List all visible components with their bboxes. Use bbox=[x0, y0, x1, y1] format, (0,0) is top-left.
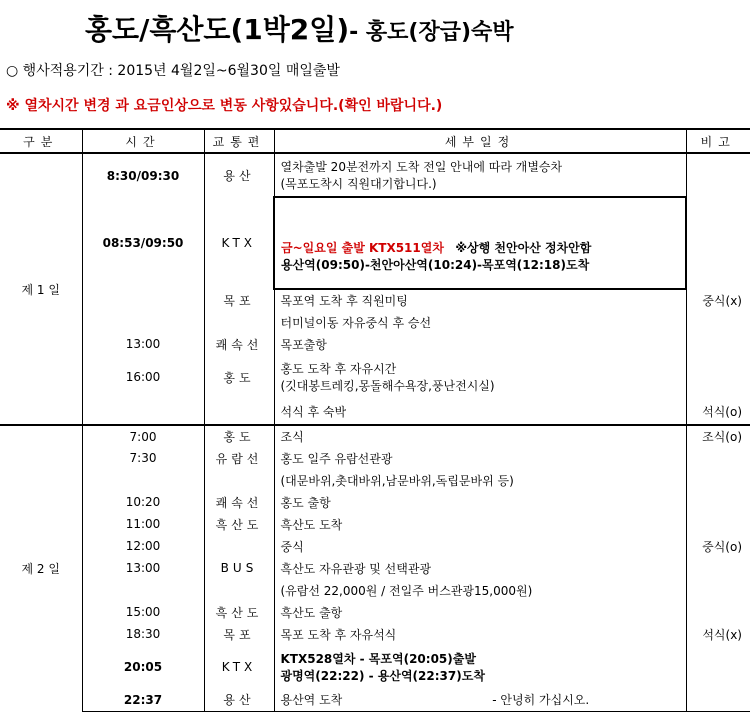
page-title bbox=[85, 8, 514, 48]
row-time: 15:00 bbox=[82, 601, 204, 623]
table-row bbox=[0, 153, 750, 197]
row-detail: 흑산도 출항 bbox=[280, 605, 343, 620]
row-note bbox=[686, 579, 750, 601]
header-transport: 교통편 bbox=[204, 129, 274, 153]
row-transport: 쾌속선 bbox=[204, 333, 274, 355]
header-time: 시간 bbox=[82, 129, 204, 153]
row-transport: 홍도 bbox=[204, 355, 274, 399]
detail-line: 홍도 도착 후 자유시간 bbox=[280, 362, 397, 376]
table-row bbox=[0, 469, 750, 491]
row-note bbox=[686, 513, 750, 535]
row-transport: 홍도 bbox=[204, 425, 274, 447]
table-row bbox=[0, 491, 750, 513]
row-note bbox=[686, 333, 750, 355]
table-row bbox=[0, 447, 750, 469]
row-transport: 용산 bbox=[204, 153, 274, 197]
row-note: 중식(o) bbox=[686, 535, 750, 557]
row-transport: 쾌속선 bbox=[204, 491, 274, 513]
row-transport bbox=[204, 579, 274, 601]
detail-line: 용산역(09:50)-천안아산역(10:24)-목포역(12:18)도착 bbox=[281, 258, 590, 272]
row-detail bbox=[274, 689, 686, 711]
table-row bbox=[0, 579, 750, 601]
table-row bbox=[0, 425, 750, 447]
table-row bbox=[0, 289, 750, 311]
row-note: 석식(x) bbox=[686, 623, 750, 645]
row-detail: 터미널이동 자유중식 후 승선 bbox=[280, 315, 432, 330]
row-detail: 석식 후 숙박 bbox=[280, 405, 347, 419]
row-detail: 목포역 도착 후 직원미팅 bbox=[280, 294, 408, 308]
row-time: 13:00 bbox=[82, 557, 204, 579]
title-main: 홍도/흑산도(1박2일) bbox=[85, 13, 350, 46]
table-row bbox=[0, 399, 750, 425]
period-line: ○ 행사적용기간 : 2015년 4월2일~6월30일 매일출발 bbox=[6, 63, 340, 79]
day2-label: 제 2 일 bbox=[0, 425, 82, 711]
row-detail: 홍도 일주 유람선관광 bbox=[280, 451, 393, 466]
detail-line: 열차출발 20분전까지 도착 전일 안내에 따라 개별승차 bbox=[280, 160, 563, 174]
detail-line: ※상행 천안아산 정차안함 bbox=[455, 241, 592, 255]
header-note: 비고 bbox=[686, 129, 750, 153]
row-note bbox=[686, 689, 750, 711]
row-note bbox=[686, 469, 750, 491]
row-note: 중식(x) bbox=[686, 289, 750, 311]
detail-line: 광명역(22:22) - 용산역(22:37)도착 bbox=[280, 669, 485, 683]
row-detail bbox=[274, 197, 686, 289]
row-detail: 목포출항 bbox=[280, 337, 327, 352]
row-detail bbox=[274, 153, 686, 197]
row-note bbox=[686, 153, 750, 289]
row-time: 10:20 bbox=[82, 491, 204, 513]
table-row bbox=[0, 601, 750, 623]
row-time: 12:00 bbox=[82, 535, 204, 557]
detail-line: - 안녕히 가십시오. bbox=[492, 693, 590, 708]
detail-line: 금~일요일 출발 KTX511열차 bbox=[281, 241, 444, 255]
row-time bbox=[82, 579, 204, 601]
table-row bbox=[0, 535, 750, 557]
row-transport: 목포 bbox=[204, 289, 274, 311]
row-transport: 용산 bbox=[204, 689, 274, 711]
row-detail bbox=[274, 645, 686, 689]
row-transport bbox=[204, 535, 274, 557]
table-row bbox=[0, 311, 750, 333]
row-detail: 조식 bbox=[274, 425, 686, 447]
row-time: 22:37 bbox=[82, 689, 204, 711]
row-note: 석식(o) bbox=[686, 399, 750, 425]
row-note bbox=[686, 355, 750, 399]
row-detail: 중식 bbox=[280, 539, 304, 554]
table-row bbox=[0, 623, 750, 645]
row-detail: 홍도 출항 bbox=[280, 495, 331, 510]
row-time: 13:00 bbox=[82, 333, 204, 355]
row-note bbox=[686, 645, 750, 689]
detail-line: 용산역 도착 bbox=[280, 693, 343, 708]
row-transport: 흑산도 bbox=[204, 601, 274, 623]
row-transport: 흑산도 bbox=[204, 513, 274, 535]
table-row bbox=[0, 197, 750, 289]
title-sub: - 홍도(장급)숙박 bbox=[349, 20, 514, 45]
day1-label: 제 1 일 bbox=[0, 153, 82, 425]
table-row bbox=[0, 557, 750, 579]
row-transport bbox=[204, 311, 274, 333]
row-detail bbox=[274, 355, 686, 399]
row-time: 20:05 bbox=[82, 645, 204, 689]
row-transport: BUS bbox=[204, 557, 274, 579]
schedule-table bbox=[0, 128, 750, 712]
row-note bbox=[686, 447, 750, 469]
row-time bbox=[82, 289, 204, 311]
row-note bbox=[686, 601, 750, 623]
table-row bbox=[0, 645, 750, 689]
table-row bbox=[0, 513, 750, 535]
row-time: 7:00 bbox=[82, 425, 204, 447]
row-note bbox=[686, 311, 750, 333]
row-detail: (대문바위,촛대바위,남문바위,독립문바위 등) bbox=[280, 473, 514, 488]
change-notice: ※ 열차시간 변경 과 요금인상으로 변동 사항있습니다.(확인 바랍니다.) bbox=[6, 98, 443, 114]
row-time: 16:00 bbox=[82, 355, 204, 399]
row-time: 7:30 bbox=[82, 447, 204, 469]
row-detail: 흑산도 도착 bbox=[280, 517, 343, 532]
row-time bbox=[82, 469, 204, 491]
row-time bbox=[82, 399, 204, 425]
row-transport bbox=[204, 469, 274, 491]
header-detail: 세부일정 bbox=[274, 129, 686, 153]
header-row bbox=[0, 129, 750, 153]
row-transport: KTX bbox=[204, 197, 274, 289]
detail-line: (깃대봉트레킹,몽돌해수욕장,풍난전시실) bbox=[280, 379, 495, 393]
detail-line: (목포도착시 직원대기합니다.) bbox=[280, 177, 437, 191]
row-time: 11:00 bbox=[82, 513, 204, 535]
row-transport: 목포 bbox=[204, 623, 274, 645]
row-time: 08:53/09:50 bbox=[82, 197, 204, 289]
row-transport bbox=[204, 399, 274, 425]
table-row bbox=[0, 355, 750, 399]
row-transport: KTX bbox=[204, 645, 274, 689]
header-day: 구분 bbox=[0, 129, 82, 153]
row-transport: 유람선 bbox=[204, 447, 274, 469]
row-note bbox=[686, 557, 750, 579]
row-detail: (유람선 22,000원 / 전일주 버스관광15,000원) bbox=[280, 583, 533, 598]
row-note: 조식(o) bbox=[686, 425, 750, 447]
row-note bbox=[686, 491, 750, 513]
row-time: 8:30/09:30 bbox=[82, 153, 204, 197]
row-detail: 흑산도 자유관광 및 선택관광 bbox=[280, 561, 432, 576]
row-time bbox=[82, 311, 204, 333]
table-row bbox=[0, 689, 750, 711]
table-row bbox=[0, 333, 750, 355]
row-detail: 목포 도착 후 자유석식 bbox=[280, 627, 397, 642]
row-time: 18:30 bbox=[82, 623, 204, 645]
detail-line: KTX528열차 - 목포역(20:05)출발 bbox=[280, 652, 476, 666]
